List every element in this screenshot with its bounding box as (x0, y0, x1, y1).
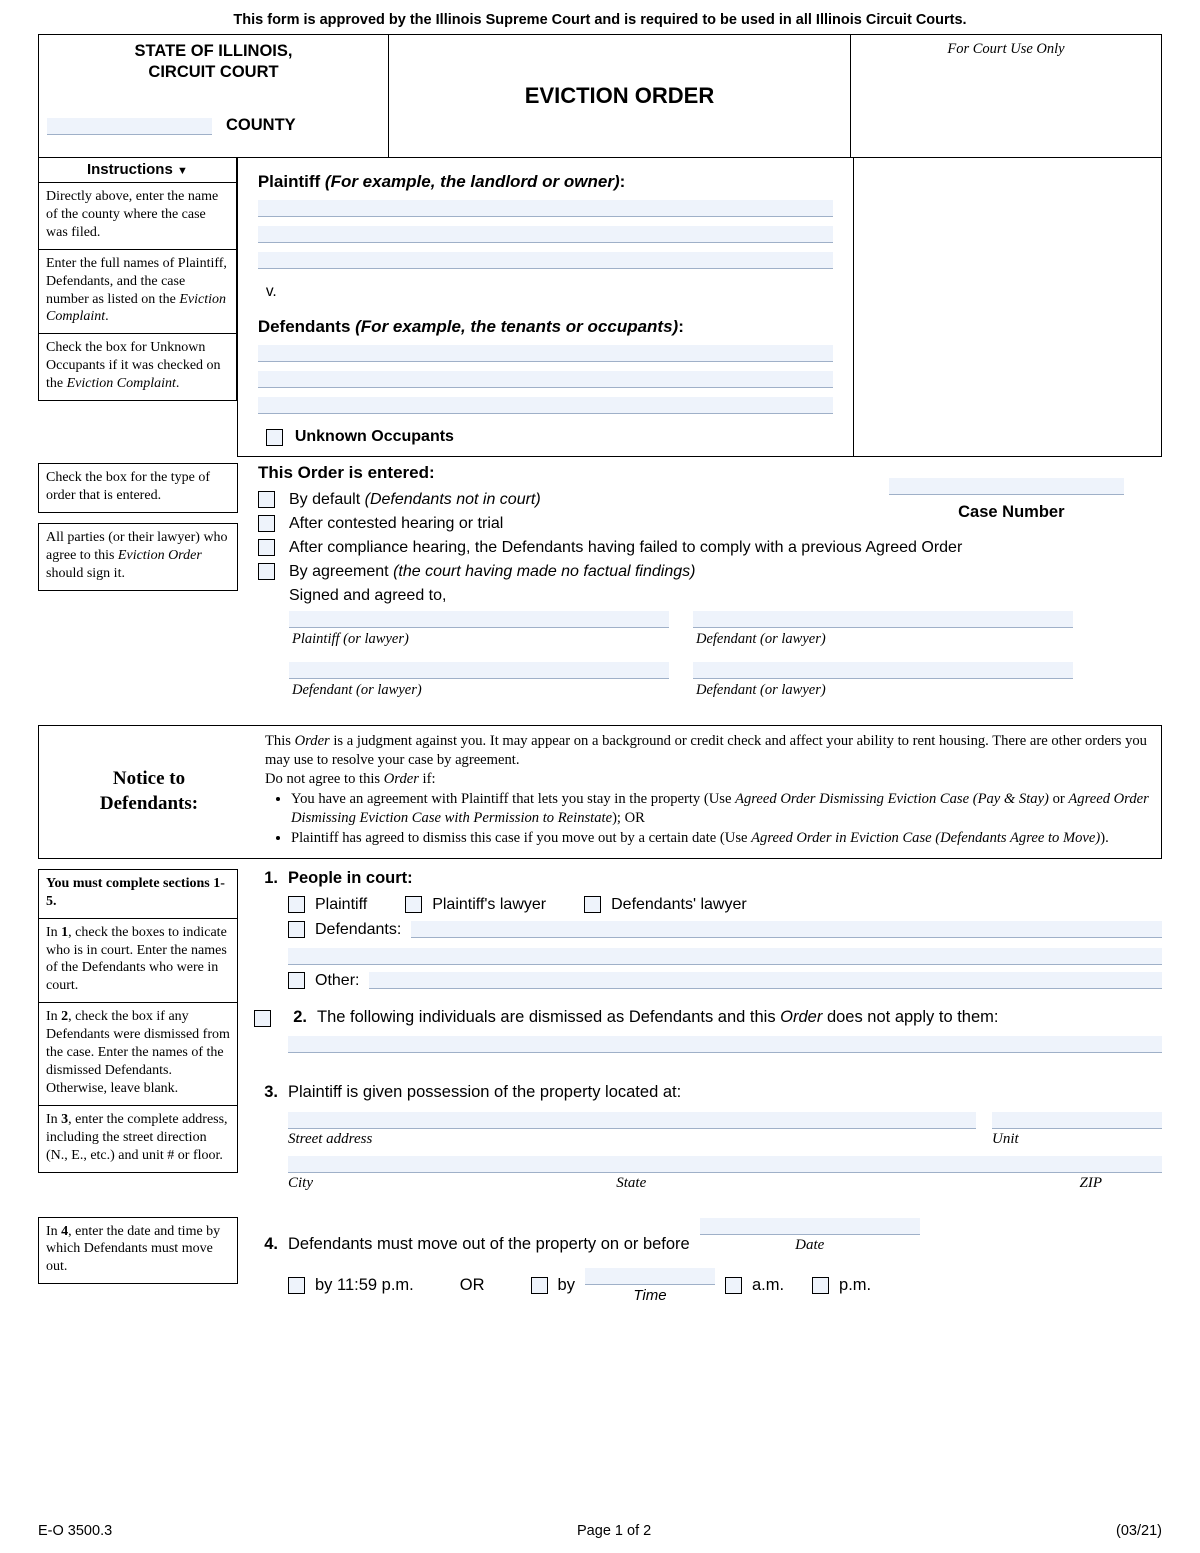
defendant-input-2[interactable] (258, 371, 833, 388)
notice-heading (39, 726, 259, 858)
caption-zip: ZIP (1079, 1174, 1102, 1191)
case-number-label: Case Number (958, 503, 1065, 521)
defendants-present-input-2[interactable] (288, 948, 1162, 965)
parties-fields (237, 158, 854, 457)
court-identification (39, 35, 389, 157)
instruction-item-3: Check the box for Unknown Occupants if it was checked on the Eviction Complaint. (38, 334, 237, 401)
checkbox-by-agreement[interactable] (258, 563, 275, 580)
section-1-other-row (288, 972, 1162, 990)
court-use-only-cell (851, 35, 1161, 157)
signature-caption-defendant-2: Defendant (or lawyer) (292, 682, 422, 698)
caption-city: City (288, 1174, 313, 1191)
instruction-item-2: Enter the full names of Plaintiff, Defendants, and the case number as listed on the Eviction Complaint. (38, 250, 237, 335)
instruction-item-10: In 4, enter the date and time by which Defendants must move out. (38, 1217, 238, 1285)
label-or: OR (459, 1276, 485, 1295)
section-2-text: The following individuals are dismissed as Defendants and this Order does not apply to them: (317, 1007, 999, 1026)
notice-body (259, 726, 1161, 858)
checkbox-defendants-present[interactable] (288, 921, 305, 938)
defendant-input-3[interactable] (258, 397, 833, 414)
signature-defendant-2 (289, 662, 669, 713)
order-entered-section (38, 463, 1162, 713)
label-defendants-lawyer-present: Defendants' lawyer (611, 895, 747, 913)
checkbox-by-default[interactable] (258, 491, 275, 508)
signature-row-2 (289, 662, 1162, 713)
label-plaintiff-lawyer-present: Plaintiff's lawyer (432, 895, 547, 913)
label-plaintiff-present: Plaintiff (315, 895, 368, 913)
checkbox-plaintiff-present[interactable] (288, 896, 305, 913)
order-option-agreement-label: By agreement (the court having made no factual findings) (289, 563, 696, 580)
label-defendants-present: Defendants: (315, 920, 402, 938)
page-title: EVICTION ORDER (524, 83, 715, 108)
caption-unit: Unit (992, 1130, 1019, 1147)
notice-to-defendants-box (38, 725, 1162, 859)
county-input[interactable] (47, 118, 212, 135)
section-2 (254, 1008, 1162, 1027)
signed-and-agreed-label: Signed and agreed to, (289, 587, 447, 604)
caption-street-address: Street address (288, 1130, 373, 1147)
checkbox-unknown-occupants[interactable] (266, 429, 283, 446)
defendants-present-input-1[interactable] (411, 921, 1162, 938)
page-footer (38, 1523, 1162, 1539)
section-1-number: 1. (264, 868, 278, 887)
section-3-address-grid (288, 1112, 1162, 1192)
move-out-time-input[interactable] (585, 1268, 715, 1285)
signature-input-defendant-2[interactable] (289, 662, 669, 679)
chevron-down-icon[interactable]: ▼ (176, 165, 188, 177)
instructions-heading[interactable] (38, 158, 237, 183)
instruction-item-7: In 1, check the boxes to indicate who is in court. Enter the names of the Defendants who were in court. (38, 919, 238, 1004)
versus-label: v. (265, 283, 277, 300)
section-1-defendants-row (288, 921, 1162, 939)
signature-caption-defendant-3: Defendant (or lawyer) (696, 682, 826, 698)
label-other-present: Other: (315, 971, 360, 989)
notice-paragraph-1: This Order is a judgment against you. It may appear on a background or credit check and affect your ability to rent housing. There are other orders you may use to resolve your case by agreement. (265, 733, 1147, 768)
order-option-compliance[interactable] (258, 539, 1162, 557)
state-line-1: STATE OF ILLINOIS, (134, 42, 293, 60)
instructions-heading-label: Instructions (86, 161, 173, 178)
state-line-2: CIRCUIT COURT (148, 62, 279, 81)
checkbox-plaintiff-lawyer-present[interactable] (405, 896, 422, 913)
notice-heading-line-1: Notice to (112, 768, 186, 790)
section-1-defendants-line-2 (288, 948, 1162, 965)
order-entered-options (238, 463, 1162, 713)
footer-revision: (03/21) (1116, 1523, 1162, 1539)
caption-date: Date (795, 1236, 825, 1253)
plaintiff-input-3[interactable] (258, 252, 833, 269)
other-present-input[interactable] (369, 972, 1162, 989)
instruction-item-4: Check the box for the type of order that is entered. (38, 463, 238, 513)
signature-plaintiff (289, 611, 669, 662)
order-option-agreement[interactable] (258, 563, 1162, 581)
form-header (38, 34, 1162, 158)
section-4 (254, 1218, 1162, 1254)
footer-page-number: Page 1 of 2 (577, 1523, 652, 1539)
order-option-compliance-label: After compliance hearing, the Defendants having failed to comply with a previous Agreed Order (289, 539, 963, 556)
plaintiff-label: Plaintiff (For example, the landlord or owner): (257, 172, 626, 191)
plaintiff-example: (For example, the landlord or owner) (324, 172, 620, 191)
checkbox-dismissed-defendants[interactable] (254, 1010, 271, 1027)
label-am: a.m. (751, 1276, 785, 1295)
checkbox-pm[interactable] (812, 1277, 829, 1294)
notice-heading-line-2: Defendants: (99, 792, 199, 814)
defendant-name-lines (258, 345, 833, 414)
unknown-occupants-row[interactable] (258, 428, 833, 446)
defendants-example: (For example, the tenants or occupants) (355, 317, 679, 336)
notice-paragraph-2: Do not agree to this Order if: (265, 770, 436, 787)
signature-row-1 (289, 611, 1162, 662)
dismissed-defendants-input[interactable] (288, 1036, 1162, 1053)
checkbox-after-compliance-hearing[interactable] (258, 539, 275, 556)
section-3 (254, 1083, 1162, 1102)
county-label: COUNTY (226, 116, 296, 135)
approval-note: This form is approved by the Illinois Supreme Court and is required to be used in all Illinois Circuit Courts. (233, 12, 967, 28)
plaintiff-input-1[interactable] (258, 200, 833, 217)
signature-caption-plaintiff: Plaintiff (or lawyer) (292, 631, 409, 647)
form-title-cell (389, 35, 851, 157)
instructions-column (38, 158, 237, 457)
label-by-1159pm: by 11:59 p.m. (315, 1276, 414, 1295)
case-number-input[interactable] (889, 478, 1124, 495)
defendants-label-text: Defendants (257, 317, 351, 336)
city-state-zip-input[interactable] (288, 1156, 1162, 1173)
signature-input-plaintiff[interactable] (289, 611, 669, 628)
section-1-title: People in court: (288, 868, 413, 887)
instruction-item-5: All parties (or their lawyer) who agree to this Eviction Order should sign it. (38, 523, 238, 591)
instruction-item-1: Directly above, enter the name of the county where the case was filed. (38, 183, 237, 250)
checkbox-am[interactable] (725, 1277, 742, 1294)
numbered-content-column (238, 869, 1162, 1304)
signature-input-defendant-3[interactable] (693, 662, 1073, 679)
section-4-time-row (288, 1268, 1162, 1304)
order-option-contested-label: After contested hearing or trial (289, 515, 504, 532)
checkbox-by-1159pm[interactable] (288, 1277, 305, 1294)
move-out-date-input[interactable] (700, 1218, 920, 1235)
section-2-number: 2. (293, 1007, 307, 1026)
numbered-instructions-column (38, 869, 238, 1304)
instruction-item-6: You must complete sections 1-5. (38, 869, 238, 919)
footer-form-id: E-O 3500.3 (38, 1523, 113, 1539)
checkbox-defendants-lawyer-present[interactable] (584, 896, 601, 913)
section-4-number: 4. (264, 1234, 278, 1253)
notice-bullet-1: • You have an agreement with Plaintiff that lets you stay in the property (Use Agreed Order Dismissing Eviction Case (Pay & Stay) or Agreed Order Dismissing Eviction Case with Permission to Reinstate); OR (291, 790, 1149, 828)
case-number-column (854, 158, 1162, 521)
instruction-item-9: In 3, enter the complete address, including the street direction (N., E., etc.) and unit # or floor. (38, 1106, 238, 1173)
court-use-only-label: For Court Use Only (947, 41, 1065, 57)
defendant-input-1[interactable] (258, 345, 833, 362)
address-row-city (288, 1156, 1162, 1192)
caption-state: State (616, 1174, 647, 1191)
section-4-text: Defendants must move out of the property on or before (288, 1234, 690, 1253)
section-2-names-line (288, 1036, 1162, 1053)
signature-defendant-1 (693, 611, 1073, 662)
caption-time: Time (633, 1286, 667, 1304)
label-by-time: by (557, 1276, 575, 1295)
signature-caption-defendant-1: Defendant (or lawyer) (696, 631, 826, 647)
instruction-item-8: In 2, check the box if any Defendants were dismissed from the case. Enter the names of the dismissed Defendants. Otherwise, leave blank. (38, 1003, 238, 1106)
checkbox-after-contested-hearing[interactable] (258, 515, 275, 532)
signature-defendant-3 (693, 662, 1073, 713)
numbered-sections (38, 869, 1162, 1304)
order-entered-title: This Order is entered: (258, 463, 435, 482)
section-1 (254, 869, 1162, 888)
label-pm: p.m. (839, 1276, 872, 1295)
checkbox-by-time[interactable] (531, 1277, 548, 1294)
plaintiff-input-2[interactable] (258, 226, 833, 243)
section-3-text: Plaintiff is given possession of the property located at: (288, 1082, 682, 1101)
unit-input[interactable] (992, 1112, 1162, 1129)
address-row-street (288, 1112, 1162, 1148)
section-1-party-checkboxes (288, 896, 1162, 914)
section-3-number: 3. (264, 1082, 278, 1101)
plaintiff-name-lines (258, 200, 833, 269)
checkbox-other-present[interactable] (288, 972, 305, 989)
notice-bullet-2: • Plaintiff has agreed to dismiss this case if you move out by a certain date (Use Agreed Order in Eviction Case (Defendants Agree to Move)). (291, 829, 1149, 848)
unknown-occupants-label: Unknown Occupants (294, 428, 454, 445)
signature-input-defendant-1[interactable] (693, 611, 1073, 628)
defendants-label: Defendants (For example, the tenants or occupants): (257, 317, 684, 336)
plaintiff-label-text: Plaintiff (257, 172, 321, 191)
order-option-default-label: By default (Defendants not in court) (289, 491, 541, 508)
order-entered-instructions (38, 463, 238, 713)
street-address-input[interactable] (288, 1112, 976, 1129)
